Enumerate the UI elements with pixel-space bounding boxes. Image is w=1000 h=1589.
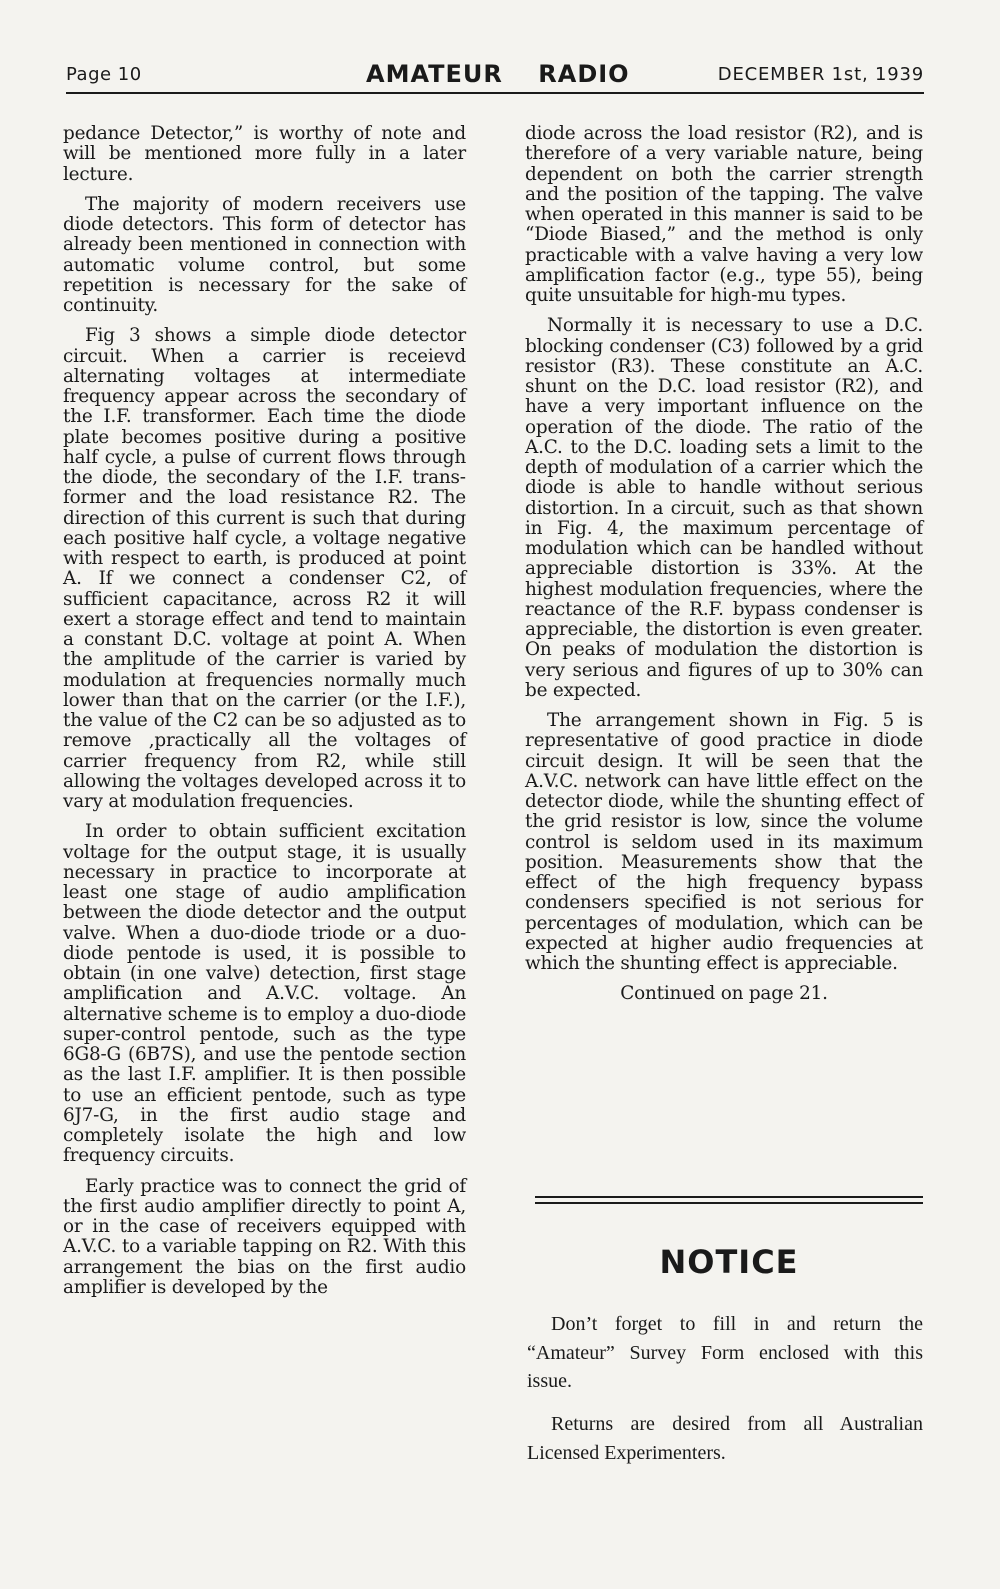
paragraph: In order to obtain sufficient excitation voltage for the output stage, it is usually necessary in practice to incorporate at least one stage of audio amplification between the diode detector and the output valve. When a duo-diode triode or a duo-diode pentode is used, it is possible to obtain (in one valve) detection, first stage amplification and A.V.C. voltage. An alternative scheme is to employ a duo-diode super-control pentode, such as the type 6G8-G (6B7S), and use the pentode section as the last I.F. amplifier. It is then possible to use an efficient pentode, such as type 6J7-G, in the first audio stage and completely isolate the high and low frequency circuits. bbox=[63, 821, 466, 1167]
paragraph: pedance Detector,” is worthy of note and will be mentioned more fully in a later lecture. bbox=[63, 123, 466, 185]
notice-paragraph: Returns are desired from all Australian Licensed Experimenters. bbox=[527, 1413, 923, 1464]
page-number: Page 10 bbox=[66, 64, 142, 85]
paragraph: Normally it is necessary to use a D.C. blocking condenser (C3) followed by a grid resistor (R3). These constitute an A.C. shunt on the D.C. load resistor (R2), and have a very important influence on the operation of the diode. The ratio of the A.C. to the D.C. loading sets a limit to the depth of modulation of a carrier which the diode is able to handle without serious distortion. In a circuit, such as that shown in Fig. 4, the maximum percentage of modulation which can be handled without appreciable distortion is 33%. At the highest modulation frequencies, where the reactance of the R.F. bypass condenser is appreciable, the distortion is even greater. On peaks of modulation the distortion is very serious and figures of up to 30% can be expected. bbox=[525, 315, 923, 701]
section-divider bbox=[535, 1196, 923, 1204]
paragraph: The arrangement shown in Fig. 5 is representative of good practice in diode circuit design. It will be seen that the A.V.C. network can have little effect on the detector diode, while the shunting effect of the grid resistor is low, since the volume control is seldom used in its maximum position. Measurements show that the effect of the high frequency bypass condensers specified is not serious for percentages of modulation, which can be expected at higher audio frequencies at which the shunting effect is appreciable. bbox=[525, 710, 923, 974]
notice-heading: NOTICE bbox=[659, 1243, 799, 1281]
paragraph: The majority of modern receivers use diode detectors. This form of detector has already been mentioned in connection with automatic volume control, but some repetition is necessary for the sake of continuity. bbox=[63, 193, 466, 316]
notice-paragraph: Don’t forget to fill in and return the “Amateur” Survey Form enclosed with this issue. bbox=[527, 1313, 923, 1392]
paragraph: Early practice was to connect the grid of the first audio amplifier directly to point A, or in the case of receivers equipped with A.V.C. to a variable tapping on R2. With this arrangement the bias on the first audio amplifier is developed by the bbox=[63, 1175, 466, 1298]
page-header bbox=[66, 62, 924, 94]
issue-date: DECEMBER 1st, 1939 bbox=[717, 64, 924, 85]
paragraph: Fig 3 shows a simple diode detector circuit. When a carrier is receievd alternating voltages at intermediate frequency appear across the secondary of the I.F. transformer. Each time the diode plate becomes positive during a positive half cycle, a pulse of current flows through the diode, the secondary of the I.F. transformer and the load resistance R2. The direction of this current is such that during each positive half cycle, a voltage negative with respect to earth, is produced at point A. If we connect a condenser C2, of sufficient capacitance, across R2 it will exert a storage effect and tend to maintain a constant D.C. voltage at point A. When the amplitude of the carrier is varied by modulation at frequencies normally much lower than that on the carrier (or the I.F.), the value of the C2 can be so adjusted as to remove ,practically all the voltages of carrier frequency from R2, while still allowing the voltages developed across it to vary at modulation frequencies. bbox=[63, 325, 466, 812]
left-column bbox=[63, 124, 466, 1308]
paragraph: diode across the load resistor (R2), and is therefore of a very variable nature, being dependent on both the carrier strength and the position of the tapping. The valve when operated in this manner is said to be “Diode Biased,” and the method is only practicable with a valve having a very low amplification factor (e.g., type 55), being quite unsuitable for high-mu types. bbox=[525, 123, 923, 306]
continued-note: Continued on page 21. bbox=[620, 983, 828, 1005]
right-column bbox=[525, 124, 923, 1015]
publication-title: AMATEUR RADIO bbox=[366, 60, 630, 88]
